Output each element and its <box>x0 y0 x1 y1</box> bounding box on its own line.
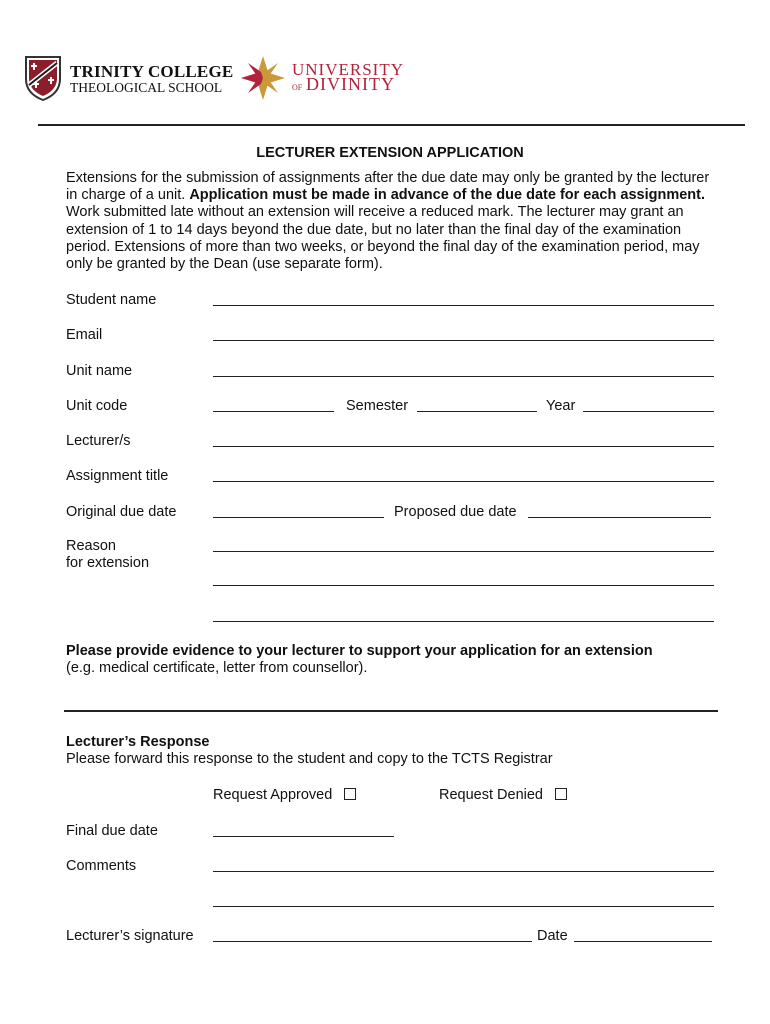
date-label: Date <box>537 928 568 944</box>
trinity-college-name: TRINITY COLLEGE <box>70 62 234 81</box>
unit-code-label: Unit code <box>66 398 128 414</box>
date-field[interactable] <box>574 941 712 942</box>
star-emblem-icon <box>240 55 286 101</box>
comments-field-line-2[interactable] <box>213 906 714 907</box>
request-approved-checkbox[interactable] <box>344 788 356 800</box>
unit-code-field[interactable] <box>213 411 334 412</box>
assignment-title-field[interactable] <box>213 481 714 482</box>
year-field[interactable] <box>583 411 714 412</box>
reason-field-line-1[interactable] <box>213 551 714 552</box>
intro-text-1: Extensions for the submission of assignments after the due date may only be granted by the lecturer in charge of a unit. <box>66 170 710 204</box>
lecturers-field[interactable] <box>213 446 714 447</box>
comments-label: Comments <box>66 858 137 874</box>
intro-text-2: Work submitted late without an extension will receive a reduced mark. The lecturer may grant an extension of 1 to 14 days beyond the due date, but no later than the final day of the examination period. Extensions of more than two weeks, or beyond the final day of the examination period, may only be granted by the Dean (use separate form). <box>66 204 700 273</box>
final-due-date-field[interactable] <box>213 836 394 837</box>
original-due-date-label: Original due date <box>66 504 177 520</box>
student-name-label: Student name <box>66 292 157 308</box>
crest-icon <box>24 55 62 101</box>
original-due-date-field[interactable] <box>213 517 384 518</box>
page-title: LECTURER EXTENSION APPLICATION <box>256 145 524 161</box>
proposed-due-date-field[interactable] <box>528 517 711 518</box>
request-denied-checkbox[interactable] <box>555 788 567 800</box>
request-denied-option[interactable] <box>439 787 567 804</box>
comments-field-line-1[interactable] <box>213 871 714 872</box>
reason-field-line-2[interactable] <box>213 585 714 586</box>
intro-bold-text: Application must be made in advance of the due date for each assignment. <box>189 187 705 204</box>
year-label: Year <box>546 398 576 414</box>
of-word: OF <box>292 83 303 92</box>
request-approved-option[interactable] <box>213 787 356 804</box>
intro-paragraph <box>66 170 718 273</box>
university-word: UNIVERSITY <box>292 60 404 79</box>
request-approved-label: Request Approved <box>213 787 333 803</box>
reason-field-line-3[interactable] <box>213 621 714 622</box>
unit-name-field[interactable] <box>213 376 714 377</box>
header-rule <box>38 124 745 126</box>
lecturer-signature-label: Lecturer’s signature <box>66 928 194 944</box>
theological-school-name: THEOLOGICAL SCHOOL <box>70 80 223 95</box>
response-instruction: Please forward this response to the student and copy to the TCTS Registrar <box>66 751 553 767</box>
assignment-title-label: Assignment title <box>66 468 169 484</box>
proposed-due-date-label: Proposed due date <box>394 504 517 520</box>
response-heading: Lecturer’s Response <box>66 734 210 750</box>
divinity-word: DIVINITY <box>306 74 395 94</box>
semester-label: Semester <box>346 398 409 414</box>
email-label: Email <box>66 327 103 343</box>
section-rule <box>64 710 718 712</box>
student-name-field[interactable] <box>213 305 714 306</box>
evidence-examples: (e.g. medical certificate, letter from counsellor). <box>66 660 368 676</box>
unit-name-label: Unit name <box>66 363 133 379</box>
lecturers-label: Lecturer/s <box>66 433 131 449</box>
reason-label-line2: for extension <box>66 555 150 571</box>
request-denied-label: Request Denied <box>439 787 543 803</box>
final-due-date-label: Final due date <box>66 823 158 839</box>
semester-field[interactable] <box>417 411 537 412</box>
reason-label-line1: Reason <box>66 538 116 554</box>
email-field[interactable] <box>213 340 714 341</box>
lecturer-signature-field[interactable] <box>213 941 532 942</box>
evidence-note: Please provide evidence to your lecturer to support your application for an extension <box>66 643 653 659</box>
